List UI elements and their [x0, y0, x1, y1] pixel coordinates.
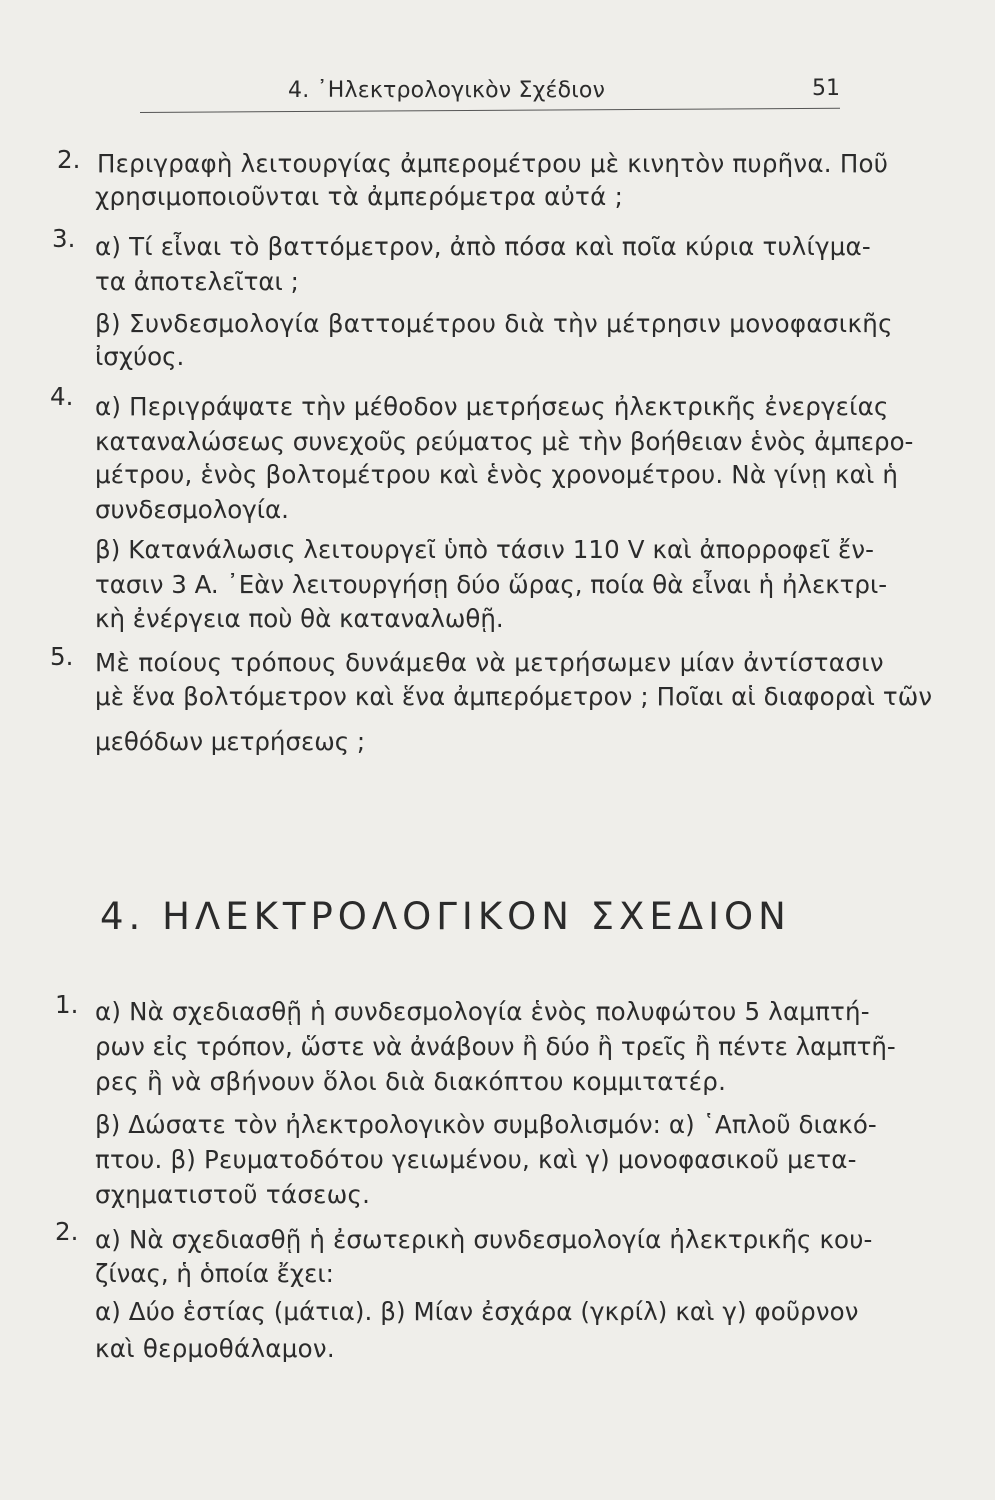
- text-line: καὶ θερμοθάλαμον.: [95, 1334, 335, 1363]
- question-number: 5.: [50, 642, 74, 671]
- text-line: χρησιμοποιοῦνται τὰ ἀμπερόμετρα αὐτά ;: [95, 182, 624, 211]
- header-rule: [140, 108, 840, 113]
- question-number: 4.: [50, 382, 74, 411]
- text-line: Περιγραφὴ λειτουργίας ἀμπερομέτρου μὲ κινητὸν πυρῆνα. Ποῦ: [97, 149, 889, 178]
- text-line: τασιν 3 A. ᾿Εὰν λειτουργήσῃ δύο ὥρας, ποία θὰ εἶναι ἡ ἠλεκτρι-: [95, 570, 888, 599]
- text-line: ρες ἢ νὰ σβήνουν ὅλοι διὰ διακόπτου κομμιτατέρ.: [95, 1067, 727, 1096]
- text-line: τα ἀποτελεῖται ;: [95, 267, 299, 296]
- text-line: μεθόδων μετρήσεως ;: [95, 727, 366, 756]
- text-line: καταναλώσεως συνεχοῦς ρεύματος μὲ τὴν βοήθειαν ἑνὸς ἀμπερο-: [95, 427, 914, 456]
- text-line: σχηματιστοῦ τάσεως.: [95, 1180, 371, 1209]
- page-number: 51: [812, 76, 840, 101]
- text-line: μέτρου, ἑνὸς βολτομέτρου καὶ ἑνὸς χρονομέτρου. Νὰ γίνῃ καὶ ἡ: [95, 460, 899, 489]
- running-header: 4. ᾿Ηλεκτρολογικὸν Σχέδιον: [288, 78, 606, 103]
- text-line: πτου. β) Ρευματοδότου γειωμένου, καὶ γ) μονοφασικοῦ μετα-: [95, 1145, 857, 1174]
- text-line: συνδεσμολογία.: [95, 495, 289, 524]
- question-number: 2.: [55, 1217, 79, 1246]
- text-line: β) Δώσατε τὸν ἠλεκτρολογικὸν συμβολισμόν: α) ῾Απλοῦ διακό-: [95, 1110, 877, 1139]
- text-line: β) Κατανάλωσις λειτουργεῖ ὑπὸ τάσιν 110 V καὶ ἀπορροφεῖ ἔν-: [95, 535, 875, 564]
- text-line: α) Τί εἶναι τὸ βαττόμετρον, ἀπὸ πόσα καὶ ποῖα κύρια τυλίγμα-: [95, 232, 871, 261]
- text-line: ἰσχύος.: [95, 342, 185, 371]
- text-line: α) Νὰ σχεδιασθῇ ἡ ἐσωτερικὴ συνδεσμολογία ἠλεκτρικῆς κου-: [95, 1225, 873, 1254]
- text-line: ρων εἰς τρόπον, ὥστε νὰ ἀνάβουν ἢ δύο ἢ τρεῖς ἢ πέντε λαμπτῆ-: [95, 1032, 896, 1061]
- section-title: 4. ΗΛΕΚΤΡΟΛΟΓΙΚΟΝ ΣΧΕΔΙΟΝ: [100, 895, 791, 938]
- question-number: 1.: [55, 990, 79, 1019]
- text-line: α) Περιγράψατε τὴν μέθοδον μετρήσεως ἠλεκτρικῆς ἐνεργείας: [95, 392, 889, 421]
- text-line: α) Νὰ σχεδιασθῇ ἡ συνδεσμολογία ἑνὸς πολυφώτου 5 λαμπτή-: [95, 997, 870, 1026]
- text-line: μὲ ἕνα βολτόμετρον καὶ ἕνα ἀμπερόμετρον ; Ποῖαι αἱ διαφοραὶ τῶν: [95, 682, 933, 711]
- text-line: α) Δύο ἑστίας (μάτια). β) Μίαν ἐσχάρα (γκρίλ) καὶ γ) φοῦρνον: [95, 1297, 859, 1326]
- text-line: Μὲ ποίους τρόπους δυνάμεθα νὰ μετρήσωμεν μίαν ἀντίστασιν: [95, 648, 885, 677]
- text-line: ζίνας, ἡ ὁποία ἔχει:: [95, 1259, 334, 1288]
- question-number: 2.: [57, 145, 81, 174]
- question-number: 3.: [52, 224, 76, 253]
- text-line: β) Συνδεσμολογία βαττομέτρου διὰ τὴν μέτρησιν μονοφασικῆς: [95, 309, 893, 338]
- text-line: κὴ ἐνέργεια ποὺ θὰ καταναλωθῇ.: [95, 604, 504, 633]
